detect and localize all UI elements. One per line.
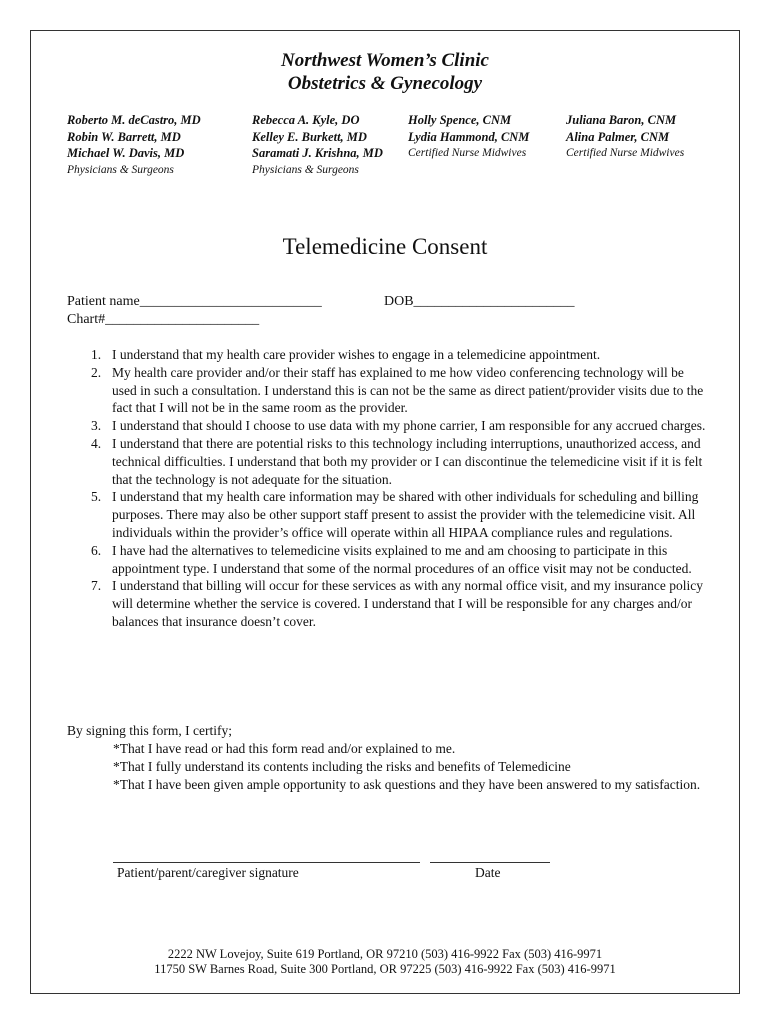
provider-name: Kelley E. Burkett, MD	[252, 129, 367, 144]
patient-name-field[interactable]: Patient name__________________________	[67, 294, 322, 309]
provider-name: Robin W. Barrett, MD	[67, 129, 181, 144]
provider-role: Physicians & Surgeons	[67, 163, 174, 176]
item-text: I understand that should I choose to use data with my phone carrier, I am responsible for any accrued charges.	[112, 418, 706, 434]
item-text: I understand that my health care information may be shared with other individuals for scheduling and billing purposes. There may also be other support staff present to assist the provider with the telemedicine visit. All individuals within the provider’s office will operate within all HIPAA compliance rules and regulations.	[112, 489, 699, 540]
item-number: 2.	[91, 364, 102, 380]
consent-item	[67, 364, 707, 417]
form-title: Telemedicine Consent	[282, 234, 488, 259]
provider-column-3	[408, 112, 529, 162]
item-number: 3.	[91, 418, 102, 434]
consent-item	[67, 417, 707, 435]
date-line[interactable]	[430, 862, 550, 863]
provider-role: Physicians & Surgeons	[252, 163, 359, 176]
clinic-department: Obstetrics & Gynecology	[287, 73, 483, 94]
item-text: I understand that there are potential risks to this technology including interruptions, unauthorized access, and technical difficulties. I understand that both my provider or I can discontinue the telemedicine visit if it is felt that the technology is not adequate for the situation.	[112, 435, 703, 487]
certification-section	[67, 722, 707, 794]
item-text: I understand that my health care provider wishes to engage in a telemedicine appointment.	[112, 347, 601, 362]
provider-name: Rebecca A. Kyle, DO	[252, 113, 360, 127]
provider-name: Alina Palmer, CNM	[566, 129, 670, 144]
dob-field[interactable]: DOB_______________________	[384, 294, 575, 309]
item-number: 1.	[91, 347, 102, 362]
signature-label: Patient/parent/caregiver signature	[117, 865, 299, 880]
consent-item	[67, 542, 707, 578]
item-number: 7.	[91, 578, 102, 594]
signature-line[interactable]	[113, 862, 420, 863]
footer-address-1: 2222 NW Lovejoy, Suite 619 Portland, OR 97210 (503) 416-9922 Fax (503) 416-9971	[167, 947, 603, 961]
item-number: 4.	[91, 435, 102, 451]
consent-item	[67, 488, 707, 541]
consent-item	[67, 346, 707, 364]
provider-role: Certified Nurse Midwives	[566, 147, 685, 159]
provider-name: Roberto M. deCastro, MD	[67, 113, 201, 127]
provider-name: Holly Spence, CNM	[408, 113, 512, 127]
chart-number-field[interactable]: Chart#______________________	[67, 312, 260, 327]
item-text: My health care provider and/or their staff has explained to me how video conferencing technology will be used in such a consultation. I understand this is can not be the same as direct patient/provider visits due to the fact that I will not be in the same room as the provider.	[112, 364, 704, 416]
provider-column-2	[252, 112, 383, 178]
date-label: Date	[475, 865, 501, 880]
certify-point: *That I fully understand its contents including the risks and benefits of Telemedicine	[113, 759, 571, 774]
certify-intro: By signing this form, I certify;	[67, 723, 232, 738]
provider-role: Certified Nurse Midwives	[408, 147, 527, 159]
provider-name: Michael W. Davis, MD	[67, 146, 185, 160]
consent-item	[67, 577, 707, 630]
certify-point: *That I have been given ample opportunity to ask questions and they have been answered to my satisfaction.	[113, 777, 701, 792]
item-text: I understand that billing will occur for these services as with any normal office visit, and my insurance policy will determine whether the service is covered. I understand that I will be responsible for any charges and/or balances that insurance doesn’t cover.	[112, 578, 703, 629]
provider-name: Saramati J. Krishna, MD	[252, 146, 383, 160]
item-number: 6.	[91, 542, 102, 558]
provider-name: Juliana Baron, CNM	[566, 113, 677, 127]
item-text: I have had the alternatives to telemedicine visits explained to me and am choosing to participate in this appointment type. I understand that some of the normal procedures of an office visit may not be conducted.	[112, 542, 692, 576]
clinic-name: Northwest Women’s Clinic	[281, 50, 489, 71]
provider-column-4	[566, 112, 684, 162]
item-number: 5.	[91, 489, 102, 505]
footer-address-2: 11750 SW Barnes Road, Suite 300 Portland, OR 97225 (503) 416-9922 Fax (503) 416-9971	[154, 962, 616, 976]
provider-name: Lydia Hammond, CNM	[408, 129, 530, 144]
provider-column-1	[67, 112, 201, 178]
certify-point: *That I have read or had this form read and/or explained to me.	[113, 741, 456, 756]
consent-item	[67, 435, 707, 488]
consent-items-list	[67, 346, 707, 631]
